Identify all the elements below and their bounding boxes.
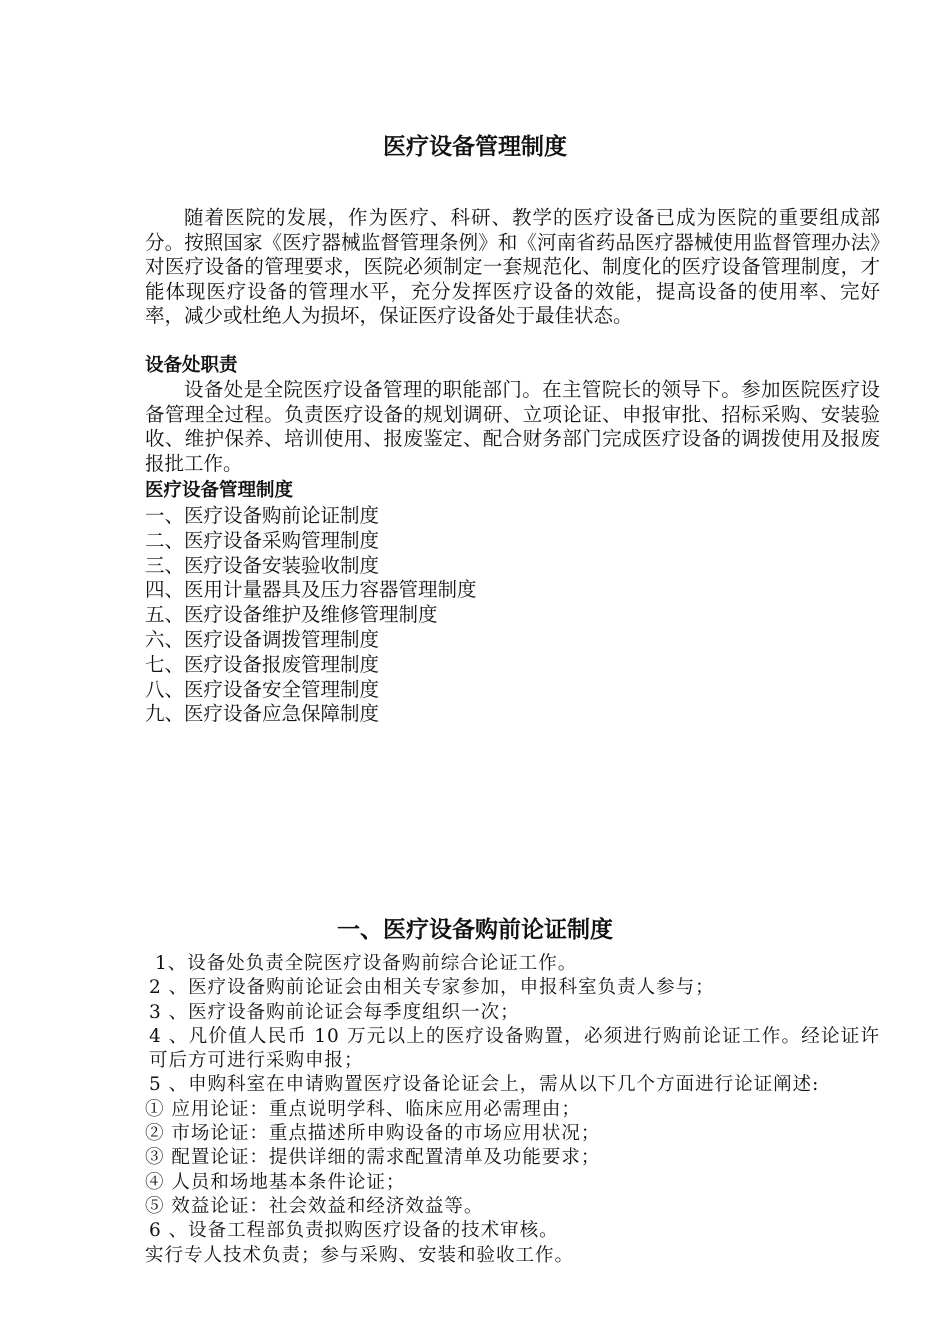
rule-item: 4 、凡价值人民币 10 万元以上的医疗设备购置，必须进行购前论证工作。经论证许可后方可进行采购申报； <box>149 1025 880 1072</box>
rule-item: ⑤ 效益论证：社会效益和经济效益等。 <box>145 1195 484 1217</box>
rule-item: 6 、设备工程部负责拟购医疗设备的技术审核。 <box>149 1220 559 1242</box>
rule-item: ② 市场论证：重点描述所申购设备的市场应用状况； <box>145 1123 601 1145</box>
list-item: 八、医疗设备安全管理制度 <box>145 677 380 701</box>
rule-item: 实行专人技术负责；参与采购、安装和验收工作。 <box>145 1244 575 1266</box>
list-item: 二、医疗设备采购管理制度 <box>145 528 380 552</box>
rule-item: 3 、医疗设备购前论证会每季度组织一次； <box>149 1001 520 1023</box>
list-item: 九、医疗设备应急保障制度 <box>145 702 380 726</box>
intro-paragraph: 随着医院的发展，作为医疗、科研、教学的医疗设备已成为医院的重要组成部分。按照国家《医疗器械监督管理条例》和《河南省药品医疗器械使用监督管理办法》对医疗设备的管理要求，医院必须制定一套规范化、制度化的医疗设备管理制度，才能体现医疗设备的管理水平，充分发挥医疗设备的效能，提高设备的使用率、完好率，减少或杜绝人为损坏，保证医疗设备处于最佳状态。 <box>145 206 880 328</box>
system-heading: 医疗设备管理制度 <box>145 480 294 501</box>
duty-heading: 设备处职责 <box>145 355 238 376</box>
list-item: 七、医疗设备报废管理制度 <box>145 652 380 676</box>
rule-item: ④ 人员和场地基本条件论证； <box>145 1171 406 1193</box>
section-title: 一、医疗设备购前论证制度 <box>337 917 613 943</box>
document-title: 医疗设备管理制度 <box>383 134 567 160</box>
list-item: 六、医疗设备调拨管理制度 <box>145 627 380 651</box>
rule-item: ① 应用论证：重点说明学科、临床应用必需理由； <box>145 1098 581 1120</box>
section-rules <box>145 952 880 1268</box>
list-item: 三、医疗设备安装验收制度 <box>145 553 380 577</box>
list-item: 五、医疗设备维护及维修管理制度 <box>145 603 438 627</box>
rule-item: 2 、医疗设备购前论证会由相关专家参加，申报科室负责人参与； <box>149 977 715 999</box>
duty-paragraph: 设备处是全院医疗设备管理的职能部门。在主管院长的领导下。参加医院医疗设备管理全过程。负责医疗设备的规划调研、立项论证、申报审批、招标采购、安装验收、维护保养、培训使用、报废鉴定、配合财务部门完成医疗设备的调拨使用及报废报批工作。 <box>145 378 880 475</box>
list-item: 一、医疗设备购前论证制度 <box>145 504 380 527</box>
system-list <box>145 504 477 727</box>
list-item: 四、医用计量器具及压力容器管理制度 <box>145 578 477 602</box>
rule-item: 5 、申购科室在申请购置医疗设备论证会上，需从以下几个方面进行论证阐述: <box>149 1074 820 1096</box>
rule-item: 1、设备处负责全院医疗设备购前综合论证工作。 <box>155 953 578 974</box>
rule-item: ③ 配置论证：提供详细的需求配置清单及功能要求； <box>145 1147 601 1169</box>
